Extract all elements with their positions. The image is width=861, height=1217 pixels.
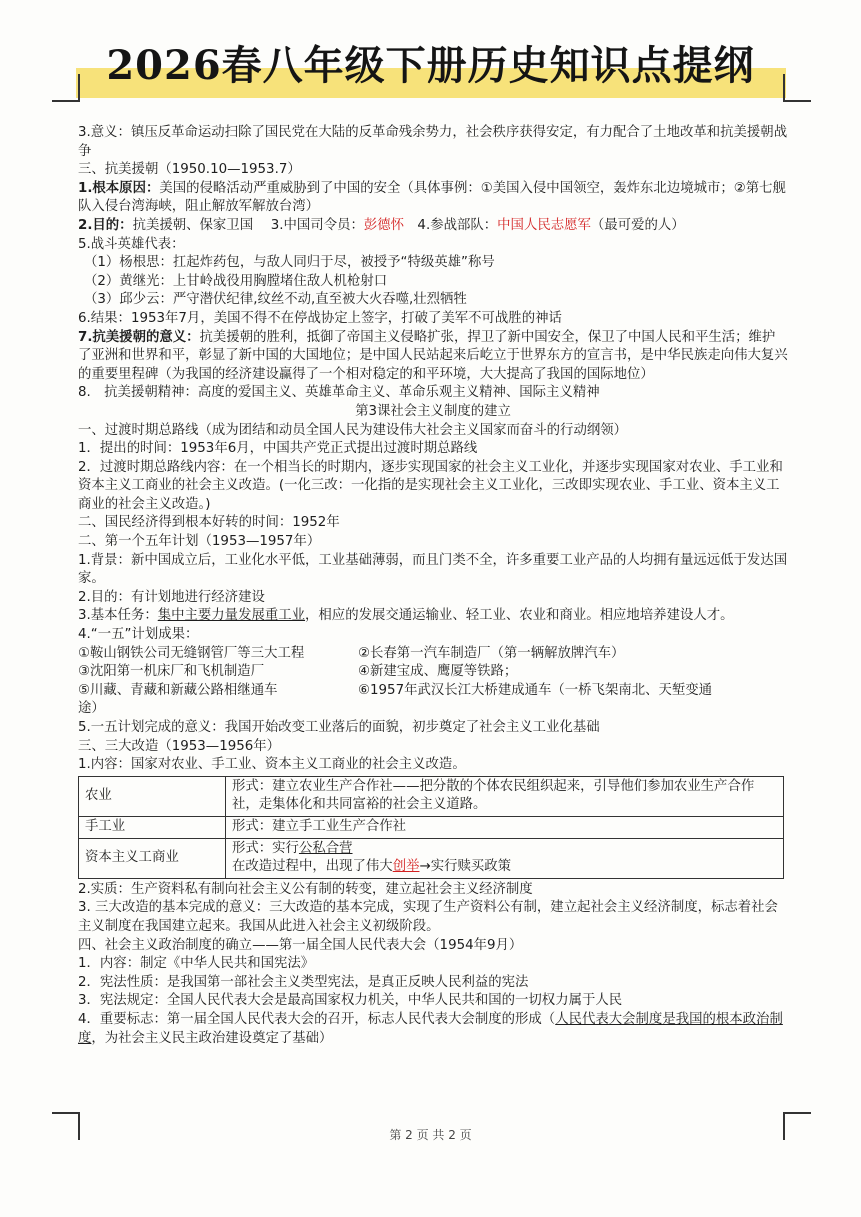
red-term: 彭德怀 <box>363 217 405 233</box>
list-item: （1）杨根思：扛起炸药包，与敌人同归于尽，被授予“特级英雄”称号 <box>84 255 495 271</box>
text-line: 5.战斗英雄代表： <box>78 236 185 252</box>
text-line: 6.结果：1953年7月，美国不得不在停战协定上签字，打破了美军不可战胜的神话 <box>78 310 562 326</box>
page-title: 2026春八年级下册历史知识点提纲 <box>106 42 755 89</box>
text-line: 2.目的：有计划地进行经济建设 <box>78 589 265 605</box>
text-span: ，相应的发展交通运输业、轻工业、农业和商业。相应地培养建设人才。 <box>305 608 734 624</box>
text-span: 抗美援朝的胜利，抵御了帝国主义侵略扩张，捍卫了新中国安全，保卫了中国人民和平生活；维护了亚洲和世界和平，彰显了新中国的大国地位；是中国人民站起来后屹立于世界东方的宣言书，是中华民族走向伟大复兴的重要里程碑（为我国的经济建设赢得了一个相对稳定的和平环境，大大提高了我国的国际地位） <box>78 329 788 382</box>
crop-mark-top-right <box>783 74 811 102</box>
achievement-row <box>78 663 788 682</box>
section-heading: 一、过渡时期总路线（成为团结和动员全国人民为建设伟大社会主义国家而奋斗的行动纲领） <box>78 422 628 438</box>
text-line <box>78 1011 788 1048</box>
achievement-item: ①鞍山钢铁公司无缝钢管厂等三大工程 <box>78 645 305 661</box>
reform-table <box>78 776 784 879</box>
achievement-item: ②长春第一汽车制造厂（第一辆解放牌汽车） <box>358 645 625 661</box>
text-line: 8. 抗美援朝精神：高度的爱国主义、英雄革命主义、革命乐观主义精神、国际主义精神 <box>78 385 600 401</box>
table-cell-value <box>226 838 784 878</box>
text-line: 2.实质：生产资料私有制向社会主义公有制的转变，建立起社会主义经济制度 <box>78 881 533 897</box>
text-line: 1．内容：制定《中华人民共和国宪法》 <box>78 956 315 972</box>
section-heading: 二、国民经济得到根本好转的时间：1952年 <box>78 515 340 531</box>
bold-label: 2.目的： <box>78 217 133 233</box>
section-heading: 三、三大改造（1953—1956年） <box>78 738 281 754</box>
achievement-row <box>78 682 788 701</box>
table-row <box>79 776 784 816</box>
text-span: ，为社会主义民主政治建设奠定了基础） <box>91 1030 333 1046</box>
underlined-term: 集中主要力量发展重工业 <box>157 608 306 624</box>
table-row <box>79 838 784 878</box>
red-term: 中国人民志愿军 <box>497 217 591 233</box>
text-span: （最可爱的人） <box>590 217 685 233</box>
achievement-item: ⑥1957年武汉长江大桥建成通车（一桥飞架南北、天堑变通 <box>358 682 713 698</box>
text-line: 3．宪法规定：全国人民代表大会是最高国家权力机关，中华人民共和国的一切权力属于人民 <box>78 993 623 1009</box>
bold-label: 7.抗美援朝的意义： <box>78 329 200 345</box>
table-cell-value: 形式：建立手工业生产合作社 <box>226 816 784 838</box>
text-line: 1.背景：新中国成立后，工业化水平低，工业基础薄弱，而且门类不全，许多重要工业产品的人均拥有量远远低于发达国家。 <box>78 552 788 587</box>
text-span: 美国的侵略活动严重威胁到了中国的安全（具体事例：①美国入侵中国领空，轰炸东北边境城市；②第七舰队入侵台湾海峡，阻止解放军解放台湾） <box>78 180 786 215</box>
cell-line <box>232 858 777 877</box>
text-line <box>78 607 788 626</box>
table-cell-key: 资本主义工商业 <box>79 838 226 878</box>
section-heading: 二、第一个五年计划（1953—1957年） <box>78 534 321 550</box>
text-span: 在改造过程中，出现了伟大 <box>232 859 393 875</box>
text-line: 2．宪法性质：是我国第一部社会主义类型宪法，是真正反映人民利益的宪法 <box>78 974 529 990</box>
achievement-item: ③沈阳第一机床厂和飞机制造厂 <box>78 664 265 680</box>
lesson-heading: 第3课社会主义制度的建立 <box>355 403 511 419</box>
cell-line <box>232 840 777 859</box>
text-line: 5.一五计划完成的意义：我国开始改变工业落后的面貌，初步奠定了社会主义工业化基础 <box>78 720 600 735</box>
text-line: 3.意义：镇压反革命运动扫除了国民党在大陆的反革命残余势力，社会秩序获得安定，有力配合了土地改革和抗美援朝战争 <box>78 125 788 159</box>
text-span: 形式：实行 <box>232 840 299 856</box>
list-item: （3）邱少云：严守潜伏纪律,纹丝不动,直至被大火吞噬,壮烈牺牲 <box>84 292 467 308</box>
red-underlined-term: 创举 <box>392 859 420 875</box>
page-number: 第 2 页 共 2 页 <box>389 1128 472 1142</box>
text-line: 1．提出的时间：1953年6月，中国共产党正式提出过渡时期总路线 <box>78 441 478 457</box>
text-span: 抗美援朝、保家卫国 3.中国司令员： <box>132 217 364 233</box>
text-line: 4.“一五”计划成果： <box>78 627 199 643</box>
text-line: 途） <box>78 701 105 717</box>
achievement-row <box>78 645 788 664</box>
underlined-term: 人民代表大会制度是我国的根本政治制度 <box>78 1011 783 1046</box>
table-cell-key: 农业 <box>79 776 226 816</box>
text-span: 4．重要标志：第一届全国人民代表大会的召开，标志人民代表大会制度的形成（ <box>78 1011 556 1027</box>
section-heading: 四、社会主义政治制度的确立——第一届全国人民代表大会（1954年9月） <box>78 937 523 953</box>
text-span: →实行赎买政策 <box>419 859 512 875</box>
text-line <box>78 217 788 236</box>
table-row <box>79 816 784 838</box>
document-body <box>78 124 788 1048</box>
bold-label: 1.根本原因： <box>78 180 160 196</box>
text-span: 4.参战部队： <box>404 217 498 233</box>
table-cell-value: 形式：建立农业生产合作社——把分散的个体农民组织起来，引导他们参加农业生产合作社，走集体化和共同富裕的社会主义道路。 <box>226 776 784 816</box>
text-line <box>78 180 788 217</box>
achievement-item: ⑤川藏、青藏和新藏公路相继通车 <box>78 682 278 698</box>
text-line: 2．过渡时期总路线内容：在一个相当长的时期内，逐步实现国家的社会主义工业化，并逐步实现国家对农业、手工业和资本主义工商业的社会主义改造。(一化三改：一化指的是实现社会主义工业化，三改即实现农业、手工业、资本主义工商业的社会主义改造。) <box>78 459 783 512</box>
underlined-term: 公私合营 <box>298 840 353 856</box>
section-heading: 三、抗美援朝（1950.10—1953.7） <box>78 162 301 178</box>
table-cell-key: 手工业 <box>79 816 226 838</box>
achievement-item: ④新建宝成、鹰厦等铁路； <box>358 664 518 680</box>
text-line: 3. 三大改造的基本完成的意义：三大改造的基本完成，实现了生产资料公有制，建立起社会主义经济制度，标志着社会主义制度在我国建立起来。我国从此进入社会主义初级阶段。 <box>78 900 778 934</box>
text-span: 3.基本任务： <box>78 608 158 624</box>
list-item: （2）黄继光：上甘岭战役用胸膛堵住敌人机枪射口 <box>84 273 388 289</box>
text-line <box>78 329 788 385</box>
page-header <box>0 38 861 94</box>
crop-mark-top-left <box>52 74 80 102</box>
text-line: 1.内容：国家对农业、手工业、资本主义工商业的社会主义改造。 <box>78 757 466 773</box>
